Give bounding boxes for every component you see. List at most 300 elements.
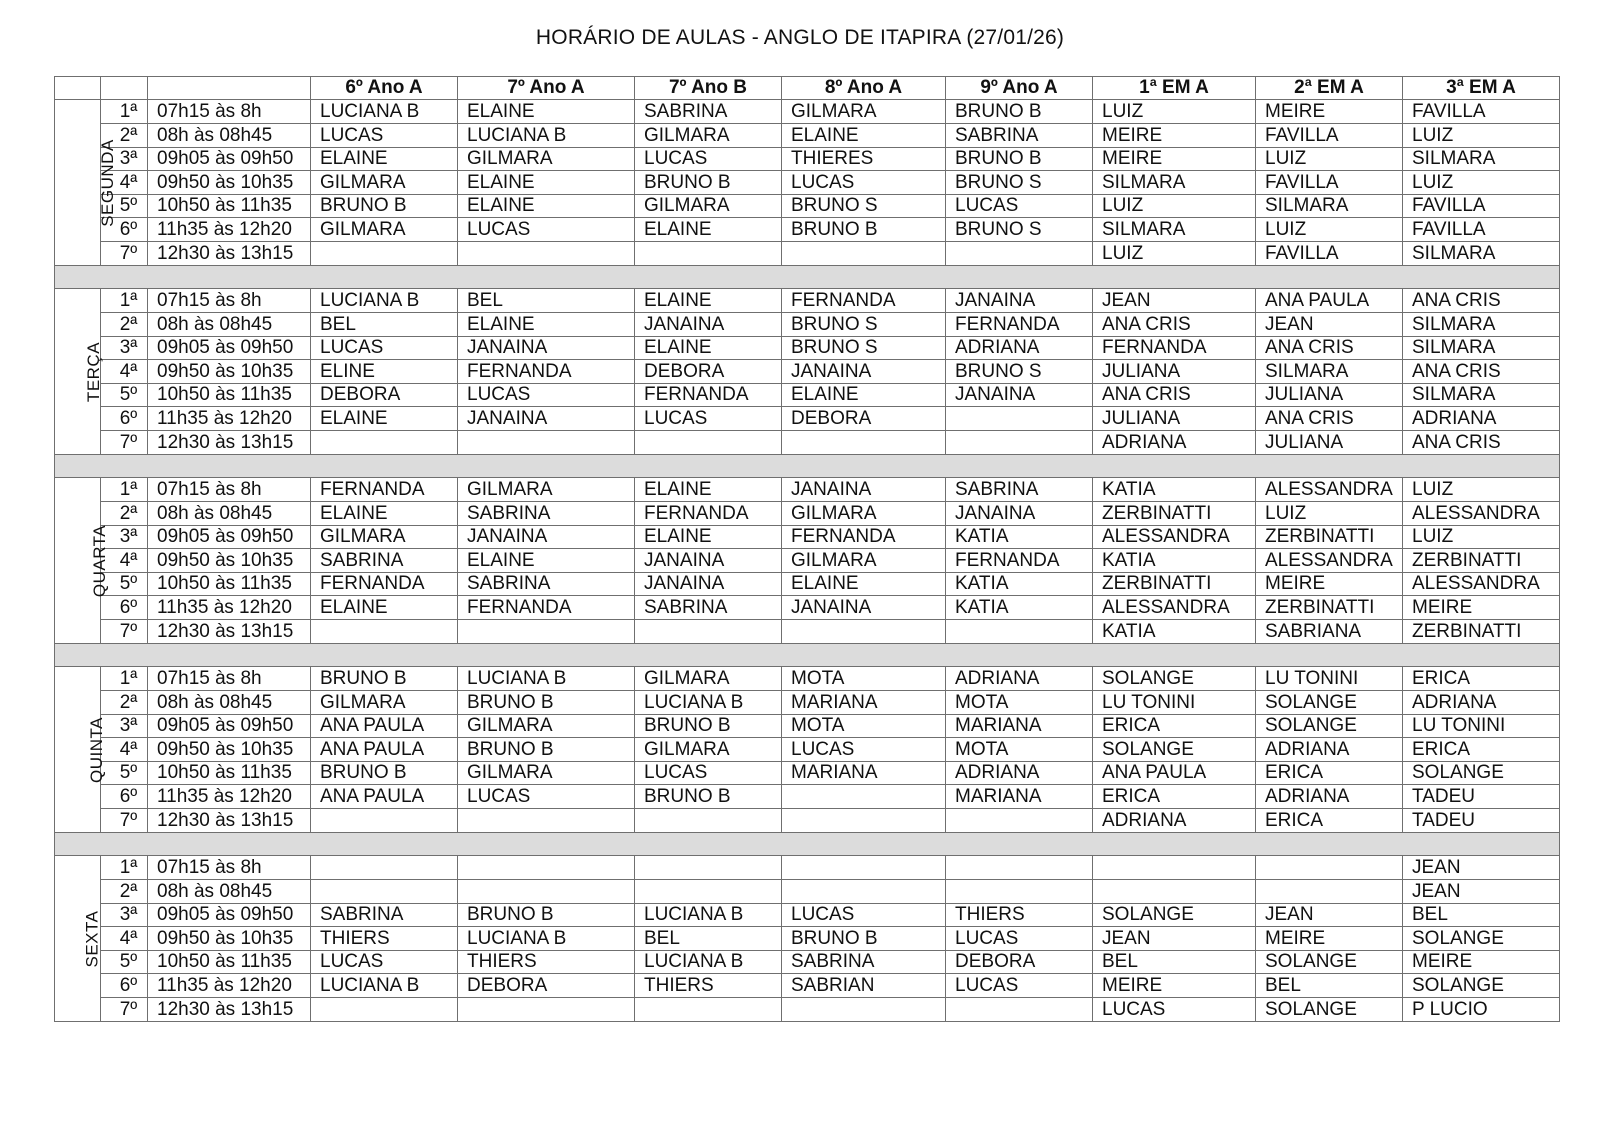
teacher-cell: SABRINA <box>635 596 782 620</box>
teacher-cell: SABRINA <box>946 124 1093 148</box>
teacher-cell: ELAINE <box>635 526 782 549</box>
teacher-cell: ADRIANA <box>1256 785 1403 809</box>
teacher-cell: ELAINE <box>635 337 782 360</box>
teacher-cell: LU TONINI <box>1403 715 1560 738</box>
teacher-cell: MARIANA <box>782 691 946 715</box>
period-time: 10h50 às 11h35 <box>148 762 311 785</box>
table-row <box>55 242 1560 266</box>
period-number: 3ª <box>101 148 148 171</box>
teacher-cell: LUCAS <box>635 148 782 171</box>
teacher-cell: KATIA <box>946 526 1093 549</box>
teacher-cell: BRUNO B <box>946 100 1093 124</box>
teacher-cell: MEIRE <box>1403 951 1560 974</box>
teacher-cell: GILMARA <box>311 218 458 242</box>
teacher-cell: MEIRE <box>1403 596 1560 620</box>
table-row <box>55 337 1560 360</box>
teacher-cell: ANA CRIS <box>1256 407 1403 431</box>
teacher-cell <box>1256 880 1403 904</box>
teacher-cell: JEAN <box>1256 313 1403 337</box>
period-time: 09h05 às 09h50 <box>148 904 311 927</box>
teacher-cell: SABRINA <box>458 502 635 526</box>
teacher-cell <box>635 242 782 266</box>
teacher-cell: ANA CRIS <box>1403 360 1560 384</box>
table-row <box>55 148 1560 171</box>
table-row <box>55 738 1560 762</box>
teacher-cell: BRUNO B <box>311 195 458 218</box>
teacher-cell: SOLANGE <box>1256 951 1403 974</box>
teacher-cell: ANA CRIS <box>1093 313 1256 337</box>
teacher-cell: LUCIANA B <box>458 124 635 148</box>
period-number: 4ª <box>101 549 148 573</box>
teacher-cell <box>311 431 458 455</box>
teacher-cell: GILMARA <box>458 478 635 502</box>
period-time: 12h30 às 13h15 <box>148 431 311 455</box>
teacher-cell: MEIRE <box>1093 124 1256 148</box>
teacher-cell: SILMARA <box>1256 360 1403 384</box>
teacher-cell: ERICA <box>1093 785 1256 809</box>
table-row <box>55 407 1560 431</box>
table-row <box>55 927 1560 951</box>
teacher-cell <box>635 431 782 455</box>
period-number: 4ª <box>101 927 148 951</box>
teacher-cell <box>1093 856 1256 880</box>
teacher-cell: SILMARA <box>1256 195 1403 218</box>
teacher-cell: BRUNO B <box>458 738 635 762</box>
table-row <box>55 998 1560 1022</box>
period-number: 5º <box>101 951 148 974</box>
teacher-cell: ZERBINATTI <box>1093 502 1256 526</box>
separator-cell <box>55 644 1560 667</box>
period-number: 6º <box>101 974 148 998</box>
teacher-cell <box>782 785 946 809</box>
teacher-cell <box>782 620 946 644</box>
teacher-cell: GILMARA <box>782 100 946 124</box>
period-number: 1ª <box>101 289 148 313</box>
teacher-cell: MARIANA <box>946 715 1093 738</box>
teacher-cell: FAVILLA <box>1256 242 1403 266</box>
teacher-cell: ERICA <box>1403 738 1560 762</box>
teacher-cell <box>946 407 1093 431</box>
period-time: 07h15 às 8h <box>148 100 311 124</box>
teacher-cell: FERNANDA <box>458 596 635 620</box>
period-number: 4ª <box>101 738 148 762</box>
teacher-cell: SOLANGE <box>1093 667 1256 691</box>
teacher-cell: GILMARA <box>458 715 635 738</box>
table-row <box>55 573 1560 596</box>
teacher-cell <box>458 620 635 644</box>
teacher-cell: BRUNO B <box>458 691 635 715</box>
teacher-cell: BRUNO S <box>946 218 1093 242</box>
teacher-cell: SABRINA <box>311 904 458 927</box>
table-row <box>55 478 1560 502</box>
teacher-cell: LUIZ <box>1256 218 1403 242</box>
teacher-cell <box>635 998 782 1022</box>
teacher-cell: ANA CRIS <box>1093 384 1256 407</box>
table-row <box>55 809 1560 833</box>
teacher-cell <box>635 620 782 644</box>
teacher-cell <box>311 620 458 644</box>
teacher-cell: LUCIANA B <box>635 691 782 715</box>
schedule-table <box>54 76 1560 1022</box>
teacher-cell: SILMARA <box>1403 337 1560 360</box>
teacher-cell: ALESSANDRA <box>1093 526 1256 549</box>
teacher-cell: ELAINE <box>782 384 946 407</box>
teacher-cell: ALESSANDRA <box>1403 502 1560 526</box>
class-header: 2ª EM A <box>1256 77 1403 100</box>
teacher-cell: MEIRE <box>1256 100 1403 124</box>
period-number: 7º <box>101 431 148 455</box>
teacher-cell: LUCIANA B <box>311 289 458 313</box>
teacher-cell: ANA CRIS <box>1403 431 1560 455</box>
teacher-cell: ELAINE <box>311 148 458 171</box>
period-time: 10h50 às 11h35 <box>148 195 311 218</box>
teacher-cell: ANA PAULA <box>311 785 458 809</box>
teacher-cell <box>946 242 1093 266</box>
table-row <box>55 620 1560 644</box>
teacher-cell: THIERS <box>635 974 782 998</box>
teacher-cell: JANAINA <box>782 360 946 384</box>
table-row <box>55 100 1560 124</box>
teacher-cell <box>946 998 1093 1022</box>
period-time: 09h50 às 10h35 <box>148 927 311 951</box>
table-row <box>55 289 1560 313</box>
period-number: 3ª <box>101 337 148 360</box>
teacher-cell: JANAINA <box>946 502 1093 526</box>
teacher-cell: KATIA <box>1093 478 1256 502</box>
day-label-cell <box>55 478 110 644</box>
teacher-cell: ALESSANDRA <box>1256 478 1403 502</box>
period-number: 2ª <box>101 691 148 715</box>
header-num-cell <box>101 77 148 100</box>
teacher-cell: BRUNO B <box>782 218 946 242</box>
class-header: 7º Ano B <box>635 77 782 100</box>
teacher-cell: FERNANDA <box>946 549 1093 573</box>
period-time: 09h05 às 09h50 <box>148 715 311 738</box>
teacher-cell: JEAN <box>1093 289 1256 313</box>
period-number: 7º <box>101 809 148 833</box>
period-number: 2ª <box>101 124 148 148</box>
teacher-cell: BRUNO S <box>782 313 946 337</box>
period-time: 11h35 às 12h20 <box>148 596 311 620</box>
teacher-cell <box>782 856 946 880</box>
day-label: SEXTA <box>82 910 102 967</box>
teacher-cell: KATIA <box>1093 620 1256 644</box>
teacher-cell: LUCAS <box>311 337 458 360</box>
teacher-cell: ELAINE <box>635 289 782 313</box>
teacher-cell <box>311 998 458 1022</box>
day-label: QUARTA <box>90 524 110 597</box>
teacher-cell: JANAINA <box>782 478 946 502</box>
teacher-cell <box>782 880 946 904</box>
teacher-cell: BRUNO S <box>782 195 946 218</box>
period-time: 11h35 às 12h20 <box>148 974 311 998</box>
teacher-cell: ANA CRIS <box>1403 289 1560 313</box>
teacher-cell: JANAINA <box>635 313 782 337</box>
teacher-cell: ELAINE <box>635 478 782 502</box>
teacher-cell: JANAINA <box>946 384 1093 407</box>
table-row <box>55 904 1560 927</box>
day-label: QUINTA <box>86 716 106 783</box>
teacher-cell: BEL <box>1256 974 1403 998</box>
teacher-cell: LUCIANA B <box>635 951 782 974</box>
teacher-cell: ALESSANDRA <box>1093 596 1256 620</box>
teacher-cell <box>946 880 1093 904</box>
page-title: HORÁRIO DE AULAS - ANGLO DE ITAPIRA (27/01/26) <box>535 26 1065 49</box>
teacher-cell <box>946 809 1093 833</box>
table-row <box>55 974 1560 998</box>
teacher-cell: GILMARA <box>311 691 458 715</box>
teacher-cell: ZERBINATTI <box>1403 549 1560 573</box>
teacher-cell: KATIA <box>946 573 1093 596</box>
teacher-cell: ANA PAULA <box>311 738 458 762</box>
teacher-cell: FERNANDA <box>311 573 458 596</box>
teacher-cell <box>458 998 635 1022</box>
period-time: 12h30 às 13h15 <box>148 809 311 833</box>
teacher-cell: BRUNO B <box>946 148 1093 171</box>
teacher-cell: LUCAS <box>458 384 635 407</box>
teacher-cell: LUCAS <box>458 785 635 809</box>
teacher-cell: JANAINA <box>458 407 635 431</box>
table-row <box>55 691 1560 715</box>
period-number: 1ª <box>101 667 148 691</box>
class-header: 1ª EM A <box>1093 77 1256 100</box>
class-header: 7º Ano A <box>458 77 635 100</box>
period-number: 5º <box>101 762 148 785</box>
teacher-cell: MOTA <box>782 667 946 691</box>
header-day-cell <box>55 77 101 100</box>
teacher-cell <box>458 431 635 455</box>
period-time: 11h35 às 12h20 <box>148 785 311 809</box>
period-number: 6º <box>101 407 148 431</box>
class-header: 3ª EM A <box>1403 77 1560 100</box>
teacher-cell: GILMARA <box>311 171 458 195</box>
teacher-cell <box>946 856 1093 880</box>
table-row <box>55 762 1560 785</box>
teacher-cell <box>782 809 946 833</box>
teacher-cell: JULIANA <box>1256 431 1403 455</box>
teacher-cell <box>311 856 458 880</box>
teacher-cell: SOLANGE <box>1403 927 1560 951</box>
period-time: 07h15 às 8h <box>148 478 311 502</box>
teacher-cell <box>311 809 458 833</box>
teacher-cell: P LUCIO <box>1403 998 1560 1022</box>
teacher-cell: JANAINA <box>635 573 782 596</box>
teacher-cell: FAVILLA <box>1256 171 1403 195</box>
teacher-cell: FAVILLA <box>1403 218 1560 242</box>
teacher-cell: ANA PAULA <box>1093 762 1256 785</box>
table-row <box>55 360 1560 384</box>
teacher-cell: SABRINA <box>782 951 946 974</box>
teacher-cell: LUIZ <box>1256 502 1403 526</box>
period-time: 10h50 às 11h35 <box>148 384 311 407</box>
period-time: 10h50 às 11h35 <box>148 573 311 596</box>
teacher-cell: BRUNO B <box>635 171 782 195</box>
period-number: 2ª <box>101 880 148 904</box>
teacher-cell: GILMARA <box>635 738 782 762</box>
teacher-cell: LUCAS <box>782 904 946 927</box>
teacher-cell: FERNANDA <box>946 313 1093 337</box>
teacher-cell: DEBORA <box>458 974 635 998</box>
teacher-cell <box>946 431 1093 455</box>
teacher-cell: LUCIANA B <box>458 667 635 691</box>
teacher-cell: LUCAS <box>782 738 946 762</box>
teacher-cell: FERNANDA <box>635 502 782 526</box>
teacher-cell: LUCAS <box>946 974 1093 998</box>
teacher-cell: SOLANGE <box>1256 691 1403 715</box>
teacher-cell: DEBORA <box>782 407 946 431</box>
teacher-cell: ELAINE <box>311 502 458 526</box>
teacher-cell: BRUNO S <box>946 171 1093 195</box>
period-time: 10h50 às 11h35 <box>148 951 311 974</box>
day-label: TERÇA <box>84 341 104 402</box>
teacher-cell: MEIRE <box>1256 927 1403 951</box>
teacher-cell: ADRIANA <box>946 667 1093 691</box>
period-time: 08h às 08h45 <box>148 880 311 904</box>
teacher-cell: GILMARA <box>458 762 635 785</box>
period-number: 3ª <box>101 904 148 927</box>
teacher-cell: ZERBINATTI <box>1093 573 1256 596</box>
table-row <box>55 667 1560 691</box>
teacher-cell: ADRIANA <box>946 762 1093 785</box>
teacher-cell: BRUNO B <box>458 904 635 927</box>
teacher-cell: TADEU <box>1403 785 1560 809</box>
day-separator <box>55 644 1560 667</box>
teacher-cell: SILMARA <box>1093 171 1256 195</box>
teacher-cell: MEIRE <box>1256 573 1403 596</box>
teacher-cell: ZERBINATTI <box>1256 596 1403 620</box>
teacher-cell: JANAINA <box>782 596 946 620</box>
table-row <box>55 171 1560 195</box>
teacher-cell: THIERS <box>946 904 1093 927</box>
teacher-cell: ADRIANA <box>1403 407 1560 431</box>
day-separator <box>55 455 1560 478</box>
period-time: 08h às 08h45 <box>148 124 311 148</box>
teacher-cell: BEL <box>458 289 635 313</box>
teacher-cell <box>635 856 782 880</box>
teacher-cell: LUCIANA B <box>635 904 782 927</box>
teacher-cell: FERNANDA <box>782 526 946 549</box>
header-time-cell <box>148 77 311 100</box>
table-row <box>55 431 1560 455</box>
period-time: 07h15 às 8h <box>148 856 311 880</box>
teacher-cell: ERICA <box>1256 762 1403 785</box>
teacher-cell: MOTA <box>946 691 1093 715</box>
teacher-cell: BRUNO B <box>635 715 782 738</box>
period-number: 1ª <box>101 100 148 124</box>
teacher-cell: ERICA <box>1403 667 1560 691</box>
teacher-cell: SABRINA <box>311 549 458 573</box>
teacher-cell: LUCIANA B <box>458 927 635 951</box>
teacher-cell: JEAN <box>1403 856 1560 880</box>
period-number: 3ª <box>101 715 148 738</box>
teacher-cell: BRUNO B <box>311 667 458 691</box>
teacher-cell: JULIANA <box>1093 407 1256 431</box>
teacher-cell: BRUNO B <box>782 927 946 951</box>
period-time: 09h50 às 10h35 <box>148 549 311 573</box>
teacher-cell: SOLANGE <box>1403 974 1560 998</box>
teacher-cell: ADRIANA <box>1403 691 1560 715</box>
teacher-cell: FERNANDA <box>635 384 782 407</box>
class-header: 9º Ano A <box>946 77 1093 100</box>
teacher-cell: ZERBINATTI <box>1256 526 1403 549</box>
table-row <box>55 785 1560 809</box>
teacher-cell: FERNANDA <box>782 289 946 313</box>
teacher-cell: LUCIANA B <box>311 974 458 998</box>
teacher-cell: SABRINA <box>458 573 635 596</box>
teacher-cell: FERNANDA <box>1093 337 1256 360</box>
teacher-cell: SABRIAN <box>782 974 946 998</box>
teacher-cell: BRUNO B <box>311 762 458 785</box>
teacher-cell: LUIZ <box>1403 124 1560 148</box>
teacher-cell: ELAINE <box>458 549 635 573</box>
teacher-cell: LUCAS <box>946 195 1093 218</box>
teacher-cell: JULIANA <box>1093 360 1256 384</box>
teacher-cell: ALESSANDRA <box>1256 549 1403 573</box>
teacher-cell: SILMARA <box>1403 384 1560 407</box>
teacher-cell: SOLANGE <box>1256 998 1403 1022</box>
teacher-cell: SABRINA <box>635 100 782 124</box>
period-number: 7º <box>101 242 148 266</box>
teacher-cell <box>311 242 458 266</box>
teacher-cell: ELAINE <box>311 596 458 620</box>
teacher-cell: MOTA <box>782 715 946 738</box>
period-number: 7º <box>101 620 148 644</box>
teacher-cell <box>782 431 946 455</box>
teacher-cell: ELAINE <box>458 195 635 218</box>
teacher-cell: FERNANDA <box>458 360 635 384</box>
period-time: 12h30 às 13h15 <box>148 998 311 1022</box>
period-time: 07h15 às 8h <box>148 667 311 691</box>
period-time: 12h30 às 13h15 <box>148 620 311 644</box>
teacher-cell: TADEU <box>1403 809 1560 833</box>
teacher-cell: MEIRE <box>1093 974 1256 998</box>
teacher-cell: JULIANA <box>1256 384 1403 407</box>
teacher-cell: BEL <box>1403 904 1560 927</box>
period-number: 5º <box>101 573 148 596</box>
table-row <box>55 384 1560 407</box>
teacher-cell: GILMARA <box>782 502 946 526</box>
teacher-cell: LUIZ <box>1256 148 1403 171</box>
teacher-cell: FAVILLA <box>1403 100 1560 124</box>
teacher-cell <box>635 809 782 833</box>
teacher-cell: KATIA <box>946 596 1093 620</box>
teacher-cell: FERNANDA <box>311 478 458 502</box>
table-row <box>55 313 1560 337</box>
table-row <box>55 526 1560 549</box>
teacher-cell: ADRIANA <box>1093 431 1256 455</box>
period-number: 6º <box>101 785 148 809</box>
teacher-cell: ELINE <box>311 360 458 384</box>
header-row <box>55 77 1560 100</box>
teacher-cell: BRUNO S <box>946 360 1093 384</box>
teacher-cell: SABRINA <box>946 478 1093 502</box>
teacher-cell: SOLANGE <box>1093 738 1256 762</box>
table-row <box>55 596 1560 620</box>
teacher-cell: ALESSANDRA <box>1403 573 1560 596</box>
period-number: 1ª <box>101 856 148 880</box>
teacher-cell: JEAN <box>1403 880 1560 904</box>
teacher-cell <box>458 242 635 266</box>
day-separator <box>55 266 1560 289</box>
teacher-cell: ANA PAULA <box>311 715 458 738</box>
teacher-cell: SOLANGE <box>1256 715 1403 738</box>
teacher-cell: JANAINA <box>635 549 782 573</box>
separator-cell <box>55 266 1560 289</box>
table-row <box>55 856 1560 880</box>
teacher-cell: GILMARA <box>782 549 946 573</box>
separator-cell <box>55 455 1560 478</box>
table-row <box>55 218 1560 242</box>
